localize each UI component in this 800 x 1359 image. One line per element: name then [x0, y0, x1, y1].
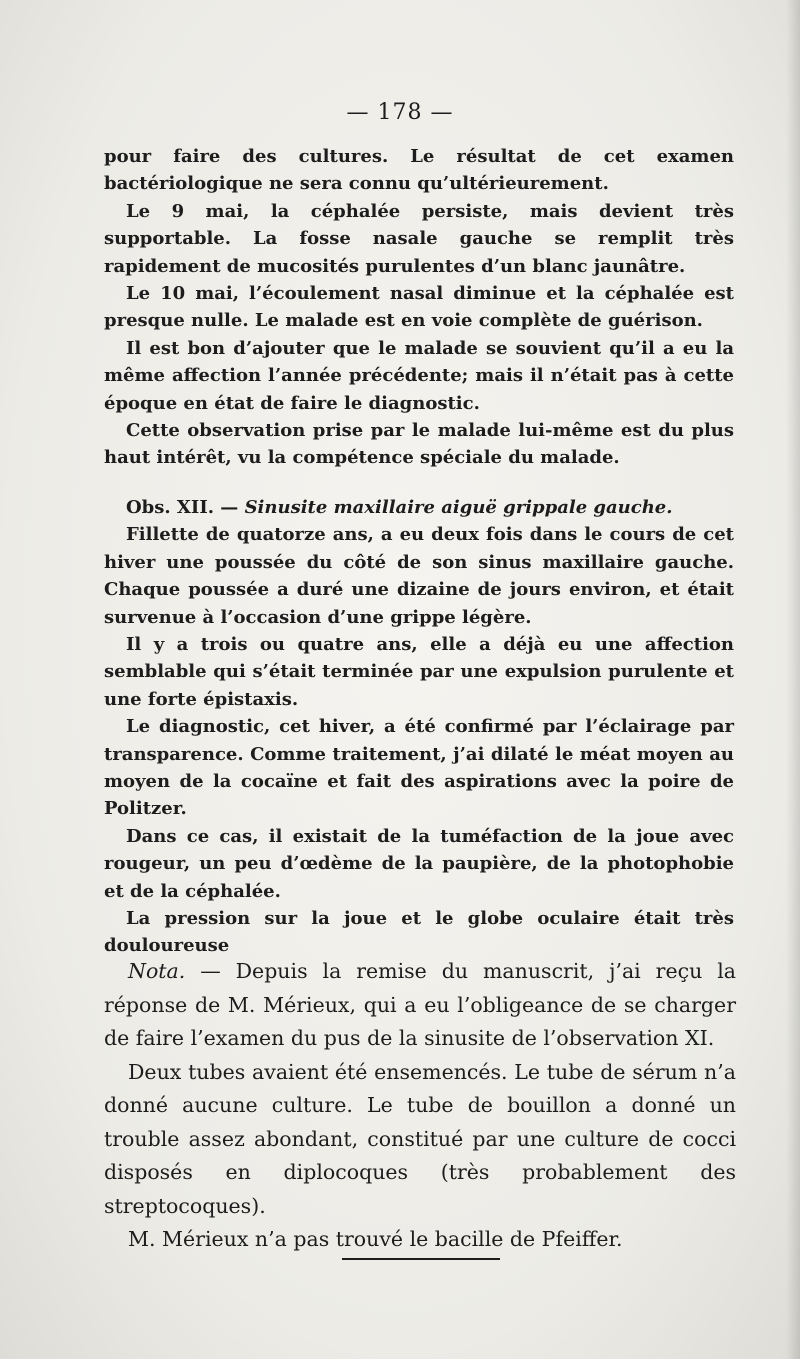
end-rule [342, 1258, 500, 1260]
observation-label: Obs. XII. — [126, 496, 239, 518]
page-edge-shadow [786, 0, 800, 1359]
case-report-text [104, 143, 734, 960]
paragraph: M. Mérieux n’a pas trouvé le bacille de Pfeiffer. [128, 1227, 623, 1251]
paragraph: pour faire des cultures. Le résultat de cet examen bactériologique ne sera connu qu’ultérieurement. [104, 146, 734, 195]
paragraph: Deux tubes avaient été ensemencés. Le tube de sérum n’a donné aucune culture. Le tube de bouillon a donné un trouble assez abondant, constitué par une culture de cocci disposés en diplocoques (très probablement des streptocoques). [104, 1059, 736, 1218]
page-number: — 178 — [346, 100, 454, 125]
observation-heading [104, 494, 734, 521]
paragraph: Le diagnostic, cet hiver, a été confirmé par l’éclairage par transparence. Comme traitement, j’ai dilaté le méat moyen au moyen de la cocaïne et fait des aspirations avec la poire de Politzer. [104, 716, 734, 820]
nota-paragraph [104, 955, 736, 1056]
nota-text: — Depuis la remise du manuscrit, j’ai reçu la réponse de M. Mérieux, qui a eu l’obligeance de se charger de faire l’examen du pus de la sinusite de l’observation XI. [104, 959, 736, 1050]
paragraph: Le 10 mai, l’écoulement nasal diminue et la céphalée est presque nulle. Le malade est en voie complète de guérison. [104, 283, 734, 332]
paragraph: Dans ce cas, il existait de la tuméfaction de la joue avec rougeur, un peu d’œdème de la paupière, de la photophobie et de la céphalée. [104, 825, 734, 902]
paragraph: Fillette de quatorze ans, a eu deux fois dans le cours de cet hiver une poussée du côté de son sinus maxillaire gauche. Chaque poussée a duré une dizaine de jours environ, et était survenue à l’occasion d’une grippe légère. [104, 524, 734, 628]
observation-title: Sinusite maxillaire aiguë grippale gauche. [244, 496, 673, 518]
nota-section [104, 955, 736, 1257]
paragraph: Il y a trois ou quatre ans, elle a déjà eu une affection semblable qui s’était terminée par une expulsion purulente et une forte épistaxis. [104, 633, 734, 710]
nota-label: Nota. [128, 959, 186, 983]
paragraph: Il est bon d’ajouter que le malade se souvient qu’il a eu la même affection l’année précédente; mais il n’était pas à cette époque en état de faire le diagnostic. [104, 337, 734, 414]
paragraph: La pression sur la joue et le globe oculaire était très douloureuse [104, 907, 734, 957]
paragraph: Le 9 mai, la céphalée persiste, mais devient très supportable. La fosse nasale gauche se remplit très rapidement de mucosités purulentes d’un blanc jaunâtre. [104, 200, 734, 277]
paragraph: Cette observation prise par le malade lui-même est du plus haut intérêt, vu la compétence spéciale du malade. [104, 420, 734, 469]
